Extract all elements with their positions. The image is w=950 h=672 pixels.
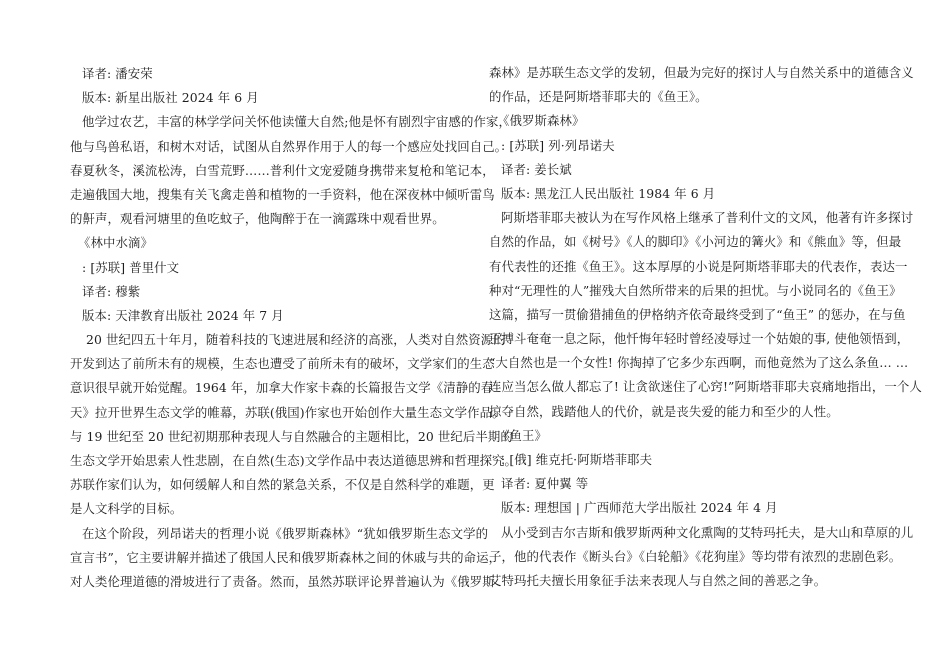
left-column-line: 宣言书”，它主要讲解并描述了俄国人民和俄罗斯森林之间的休戚与共的命运， bbox=[70, 549, 502, 565]
right-column-line: 艾特玛托夫擅长用象征手法来表现人与自然之间的善恶之争。 bbox=[489, 572, 827, 588]
left-column-line: 走遍俄国大地，搜集有关飞禽走兽和植物的一手资料，他在深夜林中倾听雷鸟 bbox=[70, 186, 495, 202]
left-column-line: 开发到达了前所未有的规模，生态也遭受了前所未有的破坏，文学家们的生态 bbox=[70, 356, 495, 372]
left-column-line: 是人文科学的目标。 bbox=[70, 501, 183, 517]
left-text-column bbox=[70, 62, 518, 594]
right-column-line: 译者: 夏仲翼 等 bbox=[501, 476, 589, 492]
right-column-line: 森林》是苏联生态文学的发轫，但最为完好的探讨人与自然关系中的道德含义 bbox=[489, 65, 914, 80]
right-column-line: 版本: 理想国 | 广西师范大学出版社 2024 年 4 月 bbox=[501, 500, 778, 516]
right-column-line: 子，他的代表作《断头台》《白轮船》《花狗崖》等均带有浓烈的悲剧色彩。 bbox=[489, 548, 902, 564]
left-column-line: 对人类伦理道德的滑坡进行了责备。然而，虽然苏联评论界普遍认为《俄罗斯 bbox=[70, 573, 495, 589]
left-column-line: 译者: 穆紫 bbox=[82, 283, 141, 299]
left-column-line: 苏联作家们认为，如何缓解人和自然的紧急关系，不仅是自然科学的难题，更 bbox=[70, 477, 495, 493]
right-column-line: : [苏联] 列·列昂诺夫 bbox=[501, 137, 615, 153]
left-column-line: 生态文学开始思索人性悲剧，在自然(生态)文学作品中表达道德思辨和哲理探究。 bbox=[70, 453, 518, 468]
left-column-line: : [苏联] 普里什文 bbox=[82, 259, 180, 275]
left-column-line: 在这个阶段，列昂诺夫的哲理小说《俄罗斯森林》“犹如俄罗斯生态文学的 bbox=[82, 525, 489, 541]
right-column-line: 种对“无理性的人”摧残大自然所带来的后果的担忧。与小说同名的《鱼王》 bbox=[489, 282, 902, 298]
right-column-line: 这篇，描写一贯偷猎捕鱼的伊格纳齐依奇最终受到了“鱼王” 的惩办，在与鱼 bbox=[489, 306, 906, 322]
right-column-line: 译者: 姜长斌 bbox=[501, 161, 572, 177]
right-column-line: 《俄罗斯森林》 bbox=[497, 113, 585, 129]
right-column-line: “大自然也是一个女性! 你掏掉了它多少东西啊，而他竟然为了这么条鱼… … bbox=[489, 355, 909, 371]
right-column-line: 连应当怎么做人都忘了! 让贪欲迷住了心窍!”阿斯塔菲耶夫哀痛地指出，一个人 bbox=[489, 379, 922, 395]
left-column-line: 他学过农艺，丰富的林学学问关怀他读懂大自然;他是怀有剧烈宇宙感的作家， bbox=[82, 114, 511, 130]
right-column-line: 阿斯塔菲耶夫被认为在写作风格上继承了普利什文的文风，他著有许多探讨 bbox=[501, 210, 914, 226]
right-column-line: 《鱼王》 bbox=[497, 427, 547, 443]
left-column-line: 版本: 新星出版社 2024 年 6 月 bbox=[82, 90, 259, 106]
right-column-line: 掠夺自然，践踏他人的代价，就是丧失爱的能力和至少的人性。 bbox=[489, 403, 839, 419]
right-column-line: 有代表性的还推《鱼王》。这本厚厚的小说是阿斯塔菲耶夫的代表作，表达一 bbox=[489, 258, 908, 274]
left-column-line: 与 19 世纪至 20 世纪初期那种表现人与自然融合的主题相比，20 世纪后半期的 bbox=[70, 428, 513, 444]
right-column-line: 的作品，还是阿斯塔菲耶夫的《鱼王》。 bbox=[489, 89, 708, 105]
right-column-line: 王搏斗奄奄一息之际，他忏悔年轻时曾经凌辱过一个姑娘的事, 使他领悟到， bbox=[489, 331, 910, 347]
left-column-line: 他与鸟兽私语，和树木对话，试图从自然界作用于人的每一个感应处找回自己。 bbox=[70, 138, 508, 154]
left-column-line: 的鼾声，观看河塘里的鱼吃蚊子，他陶醉于在一滴露珠中观看世界。 bbox=[70, 211, 445, 227]
left-column-line: 版本: 天津教育出版社 2024 年 7 月 bbox=[82, 307, 284, 323]
left-column-line: 意识很早就开始觉醒。1964 年，加拿大作家卡森的长篇报告文学《清静的春 bbox=[70, 380, 494, 396]
left-column-line: 《林中水滴》 bbox=[78, 235, 153, 251]
right-column-line: 版本: 黑龙江人民出版社 1984 年 6 月 bbox=[501, 185, 716, 201]
left-column-line: 20 世纪四五十年月，随着科技的飞速进展和经济的高涨，人类对自然资源的 bbox=[86, 332, 506, 348]
left-column-line: 译者: 潘安荣 bbox=[82, 66, 153, 81]
left-column-line: 春夏秋冬，溪流松涛，白雪荒野……普利什文宠爱随身携带来复枪和笔记本， bbox=[70, 162, 495, 178]
right-column-line: 自然的作品，如《树号》《人的脚印》《小河边的篝火》和《熊血》等，但最 bbox=[489, 234, 902, 250]
right-column-line: : [俄] 维克托·阿斯塔菲耶夫 bbox=[501, 452, 653, 467]
left-column-line: 天》拉开世界生态文学的帷幕，苏联(俄国)作家也开始创作大量生态文学作品。 bbox=[70, 404, 505, 420]
right-column-line: 从小受到吉尔吉斯和俄罗斯两种文化熏陶的艾特玛托夫，是大山和草原的儿 bbox=[501, 524, 914, 540]
right-text-column bbox=[489, 61, 922, 593]
